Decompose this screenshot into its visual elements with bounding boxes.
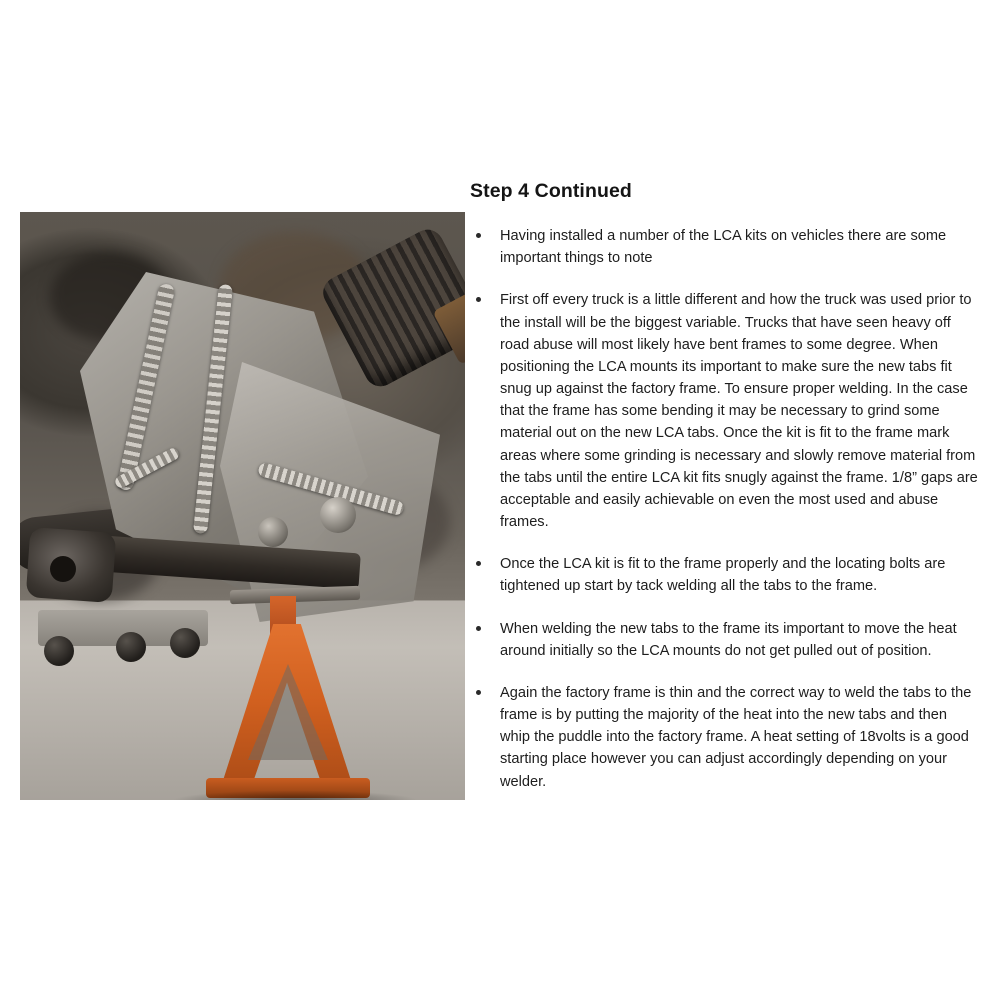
text-column: [470, 180, 980, 813]
bullet-dot: [476, 233, 481, 238]
list-item: [470, 289, 980, 533]
list-item-text: Again the factory frame is thin and the correct way to weld the tabs to the frame is by putting the majority of the heat into the new tabs and then whip the puddle into the factory frame. A heat setting of 18volts is a good starting place however you can adjust accordingly depending on your welder.: [500, 684, 972, 790]
instruction-list: [470, 225, 980, 793]
photo-canvas: [20, 212, 465, 800]
list-item-text: Having installed a number of the LCA kits on vehicles there are some important things to note: [500, 228, 947, 267]
creeper-wheel: [116, 632, 146, 662]
creeper-wheel: [44, 636, 74, 666]
bullet-dot: [476, 690, 481, 695]
list-item: [470, 553, 980, 597]
bullet-dot: [476, 297, 481, 302]
bushing-hole: [50, 556, 76, 582]
list-item: [470, 682, 980, 793]
instruction-photo: [20, 212, 465, 800]
list-item-text: Once the LCA kit is fit to the frame properly and the locating bolts are tightened up start by tack welding all the tabs to the frame.: [500, 556, 946, 595]
page-title: Step 4 Continued: [470, 180, 632, 202]
list-item-text: First off every truck is a little different and how the truck was used prior to the install will be the biggest variable. Trucks that have seen heavy off road abuse will most likely have bent frames to some degree. When positioning the LCA mounts its important to make sure the new tabs fit snug up against the factory frame. To ensure proper welding. In the case that the frame has some bending it may be necessary to grind some material out on the new LCA tabs. Once the kit is fit to the frame mark areas where some grinding is necessary and slowly remove material from the tabs until the entire LCA kit fits snugly against the frame. 1/8” gaps are acceptable and easily achievable on even the most used and abuse frames.: [500, 292, 978, 531]
list-item-text: When welding the new tabs to the frame its important to move the heat around initially so the LCA mounts do not get pulled out of position.: [500, 620, 957, 659]
bullet-dot: [476, 626, 481, 631]
creeper-wheel: [170, 628, 200, 658]
bullet-dot: [476, 561, 481, 566]
list-item: [470, 225, 980, 269]
locating-bolt: [258, 517, 288, 547]
list-item: [470, 618, 980, 662]
locating-bolt: [320, 497, 356, 533]
floor-shadow: [170, 790, 420, 800]
